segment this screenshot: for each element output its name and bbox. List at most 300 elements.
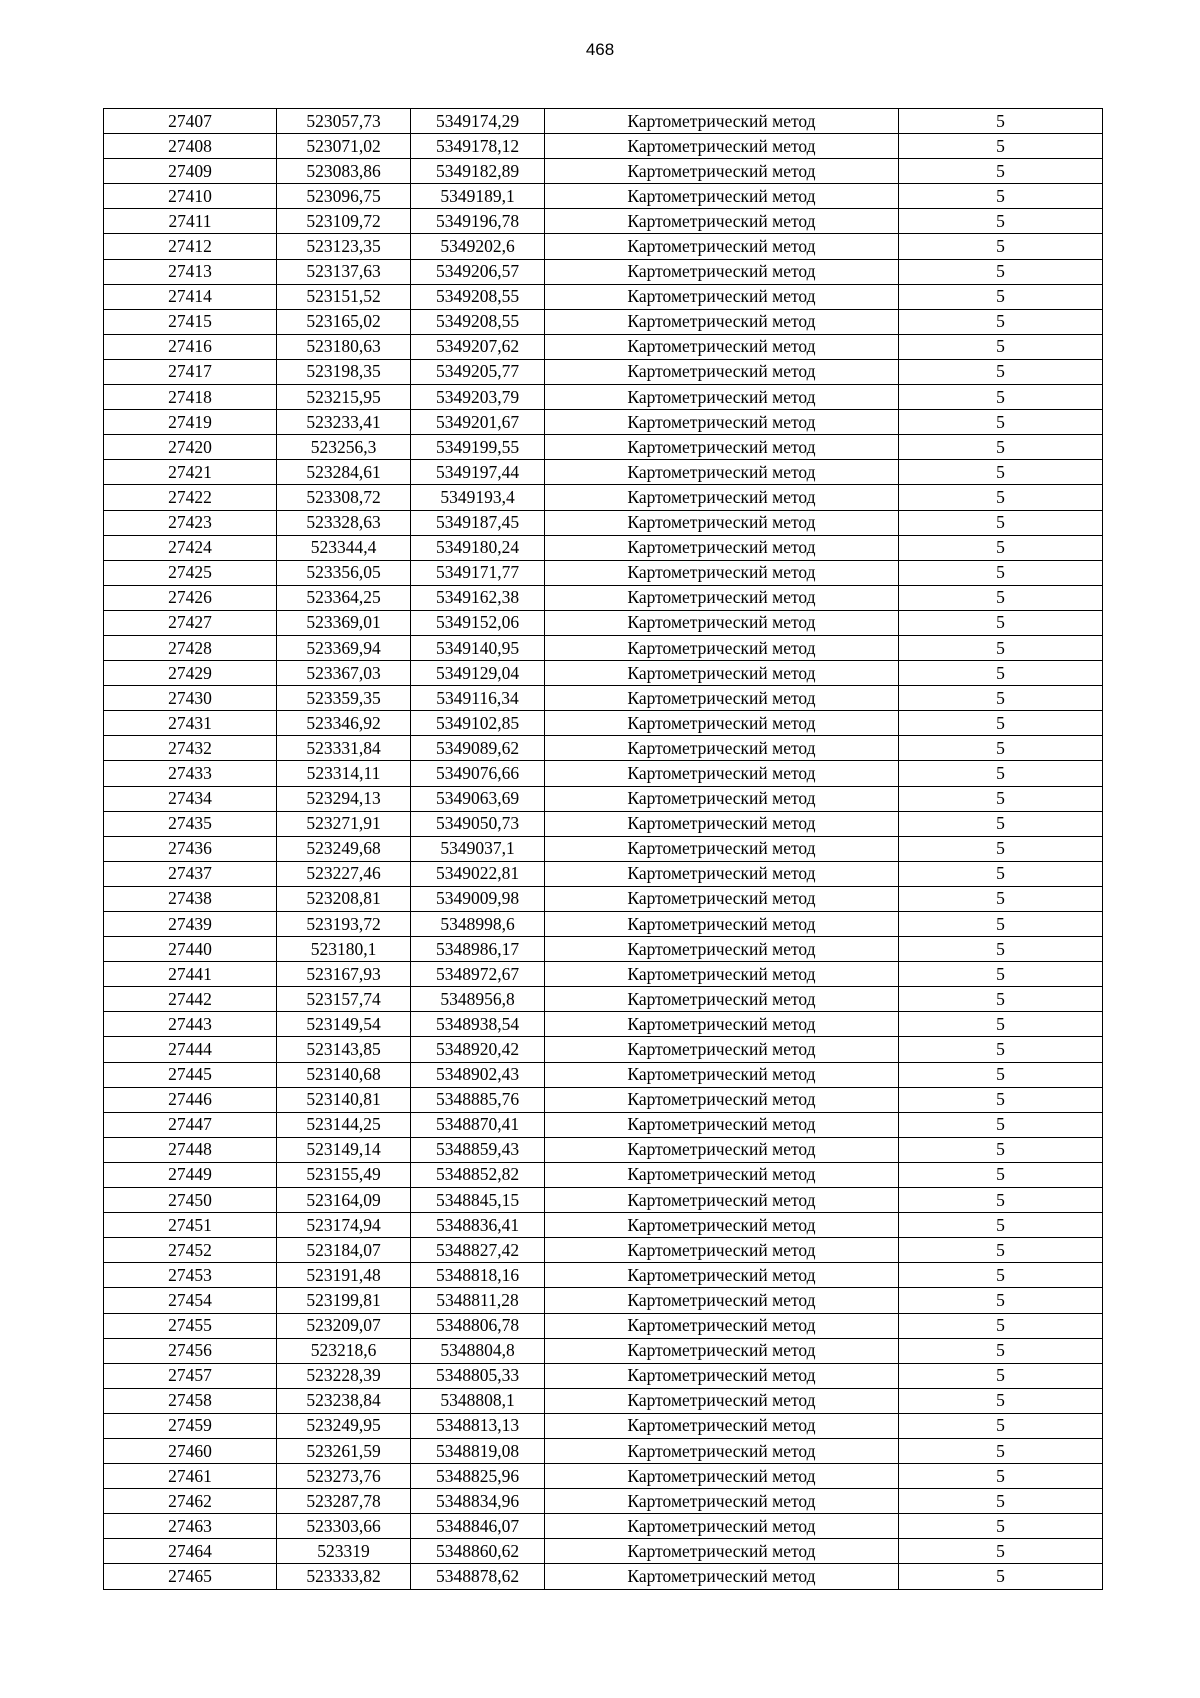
accuracy-cell: 5 — [899, 209, 1103, 234]
method-cell: Картометрический метод — [545, 1313, 899, 1338]
y-coordinate-cell: 5349152,06 — [411, 610, 545, 635]
table-row — [104, 1363, 1103, 1388]
point-number-cell: 27436 — [104, 836, 277, 861]
x-coordinate-cell: 523331,84 — [277, 736, 411, 761]
accuracy-cell: 5 — [899, 937, 1103, 962]
accuracy-cell: 5 — [899, 886, 1103, 911]
method-cell: Картометрический метод — [545, 535, 899, 560]
accuracy-cell: 5 — [899, 1363, 1103, 1388]
accuracy-cell: 5 — [899, 1489, 1103, 1514]
table-row — [104, 761, 1103, 786]
method-cell: Картометрический метод — [545, 184, 899, 209]
table-row — [104, 1438, 1103, 1463]
accuracy-cell: 5 — [899, 410, 1103, 435]
point-number-cell: 27421 — [104, 460, 277, 485]
accuracy-cell: 5 — [899, 1464, 1103, 1489]
accuracy-cell: 5 — [899, 560, 1103, 585]
accuracy-cell: 5 — [899, 1288, 1103, 1313]
x-coordinate-cell: 523271,91 — [277, 811, 411, 836]
method-cell: Картометрический метод — [545, 761, 899, 786]
x-coordinate-cell: 523218,6 — [277, 1338, 411, 1363]
method-cell: Картометрический метод — [545, 485, 899, 510]
x-coordinate-cell: 523151,52 — [277, 284, 411, 309]
y-coordinate-cell: 5348818,16 — [411, 1263, 545, 1288]
method-cell: Картометрический метод — [545, 334, 899, 359]
y-coordinate-cell: 5349178,12 — [411, 134, 545, 159]
point-number-cell: 27441 — [104, 962, 277, 987]
x-coordinate-cell: 523314,11 — [277, 761, 411, 786]
method-cell: Картометрический метод — [545, 1213, 899, 1238]
x-coordinate-cell: 523149,14 — [277, 1137, 411, 1162]
accuracy-cell: 5 — [899, 309, 1103, 334]
y-coordinate-cell: 5349208,55 — [411, 284, 545, 309]
table-row — [104, 159, 1103, 184]
point-number-cell: 27426 — [104, 585, 277, 610]
y-coordinate-cell: 5349174,29 — [411, 109, 545, 134]
accuracy-cell: 5 — [899, 334, 1103, 359]
table-row — [104, 736, 1103, 761]
table-row — [104, 836, 1103, 861]
accuracy-cell: 5 — [899, 385, 1103, 410]
accuracy-cell: 5 — [899, 184, 1103, 209]
accuracy-cell: 5 — [899, 1087, 1103, 1112]
table-row — [104, 1514, 1103, 1539]
y-coordinate-cell: 5349207,62 — [411, 334, 545, 359]
y-coordinate-cell: 5349196,78 — [411, 209, 545, 234]
x-coordinate-cell: 523174,94 — [277, 1213, 411, 1238]
point-number-cell: 27450 — [104, 1188, 277, 1213]
point-number-cell: 27437 — [104, 861, 277, 886]
x-coordinate-cell: 523057,73 — [277, 109, 411, 134]
method-cell: Картометрический метод — [545, 1062, 899, 1087]
point-number-cell: 27431 — [104, 711, 277, 736]
method-cell: Картометрический метод — [545, 786, 899, 811]
accuracy-cell: 5 — [899, 1037, 1103, 1062]
table-row — [104, 1137, 1103, 1162]
table-row — [104, 987, 1103, 1012]
table-row — [104, 1263, 1103, 1288]
y-coordinate-cell: 5349116,34 — [411, 686, 545, 711]
y-coordinate-cell: 5349193,4 — [411, 485, 545, 510]
table-row — [104, 711, 1103, 736]
y-coordinate-cell: 5348827,42 — [411, 1238, 545, 1263]
method-cell: Картометрический метод — [545, 1238, 899, 1263]
table-row — [104, 1188, 1103, 1213]
y-coordinate-cell: 5348808,1 — [411, 1388, 545, 1413]
y-coordinate-cell: 5349129,04 — [411, 661, 545, 686]
y-coordinate-cell: 5349063,69 — [411, 786, 545, 811]
method-cell: Картометрический метод — [545, 1464, 899, 1489]
method-cell: Картометрический метод — [545, 686, 899, 711]
accuracy-cell: 5 — [899, 1188, 1103, 1213]
x-coordinate-cell: 523228,39 — [277, 1363, 411, 1388]
point-number-cell: 27460 — [104, 1438, 277, 1463]
accuracy-cell: 5 — [899, 987, 1103, 1012]
table-row — [104, 1288, 1103, 1313]
y-coordinate-cell: 5349187,45 — [411, 510, 545, 535]
table-row — [104, 1037, 1103, 1062]
point-number-cell: 27454 — [104, 1288, 277, 1313]
y-coordinate-cell: 5348805,33 — [411, 1363, 545, 1388]
method-cell: Картометрический метод — [545, 1489, 899, 1514]
x-coordinate-cell: 523233,41 — [277, 410, 411, 435]
point-number-cell: 27458 — [104, 1388, 277, 1413]
table-row — [104, 234, 1103, 259]
y-coordinate-cell: 5349201,67 — [411, 410, 545, 435]
accuracy-cell: 5 — [899, 1564, 1103, 1589]
table-row — [104, 109, 1103, 134]
table-row — [104, 435, 1103, 460]
point-number-cell: 27411 — [104, 209, 277, 234]
y-coordinate-cell: 5348846,07 — [411, 1514, 545, 1539]
method-cell: Картометрический метод — [545, 811, 899, 836]
method-cell: Картометрический метод — [545, 435, 899, 460]
accuracy-cell: 5 — [899, 661, 1103, 686]
accuracy-cell: 5 — [899, 736, 1103, 761]
table-row — [104, 209, 1103, 234]
method-cell: Картометрический метод — [545, 359, 899, 384]
y-coordinate-cell: 5348986,17 — [411, 937, 545, 962]
y-coordinate-cell: 5348956,8 — [411, 987, 545, 1012]
x-coordinate-cell: 523191,48 — [277, 1263, 411, 1288]
y-coordinate-cell: 5349189,1 — [411, 184, 545, 209]
table-row — [104, 1338, 1103, 1363]
method-cell: Картометрический метод — [545, 886, 899, 911]
accuracy-cell: 5 — [899, 1238, 1103, 1263]
method-cell: Картометрический метод — [545, 1413, 899, 1438]
method-cell: Картометрический метод — [545, 1037, 899, 1062]
point-number-cell: 27447 — [104, 1112, 277, 1137]
accuracy-cell: 5 — [899, 1413, 1103, 1438]
x-coordinate-cell: 523123,35 — [277, 234, 411, 259]
table-row — [104, 385, 1103, 410]
x-coordinate-cell: 523164,09 — [277, 1188, 411, 1213]
table-row — [104, 585, 1103, 610]
y-coordinate-cell: 5349199,55 — [411, 435, 545, 460]
point-number-cell: 27453 — [104, 1263, 277, 1288]
x-coordinate-cell: 523369,94 — [277, 635, 411, 660]
accuracy-cell: 5 — [899, 109, 1103, 134]
point-number-cell: 27427 — [104, 610, 277, 635]
coordinates-table-body — [104, 109, 1103, 1590]
accuracy-cell: 5 — [899, 460, 1103, 485]
accuracy-cell: 5 — [899, 610, 1103, 635]
table-row — [104, 510, 1103, 535]
accuracy-cell: 5 — [899, 1213, 1103, 1238]
x-coordinate-cell: 523083,86 — [277, 159, 411, 184]
point-number-cell: 27425 — [104, 560, 277, 585]
x-coordinate-cell: 523303,66 — [277, 1514, 411, 1539]
point-number-cell: 27409 — [104, 159, 277, 184]
y-coordinate-cell: 5348806,78 — [411, 1313, 545, 1338]
y-coordinate-cell: 5348885,76 — [411, 1087, 545, 1112]
point-number-cell: 27438 — [104, 886, 277, 911]
point-number-cell: 27417 — [104, 359, 277, 384]
y-coordinate-cell: 5348852,82 — [411, 1162, 545, 1187]
point-number-cell: 27442 — [104, 987, 277, 1012]
point-number-cell: 27439 — [104, 912, 277, 937]
method-cell: Картометрический метод — [545, 661, 899, 686]
y-coordinate-cell: 5349197,44 — [411, 460, 545, 485]
x-coordinate-cell: 523184,07 — [277, 1238, 411, 1263]
method-cell: Картометрический метод — [545, 1188, 899, 1213]
method-cell: Картометрический метод — [545, 1388, 899, 1413]
y-coordinate-cell: 5348845,15 — [411, 1188, 545, 1213]
accuracy-cell: 5 — [899, 786, 1103, 811]
method-cell: Картометрический метод — [545, 1012, 899, 1037]
table-row — [104, 1413, 1103, 1438]
y-coordinate-cell: 5349208,55 — [411, 309, 545, 334]
accuracy-cell: 5 — [899, 159, 1103, 184]
method-cell: Картометрический метод — [545, 1288, 899, 1313]
accuracy-cell: 5 — [899, 811, 1103, 836]
accuracy-cell: 5 — [899, 962, 1103, 987]
table-row — [104, 1062, 1103, 1087]
x-coordinate-cell: 523356,05 — [277, 560, 411, 585]
table-row — [104, 1564, 1103, 1589]
accuracy-cell: 5 — [899, 1514, 1103, 1539]
table-row — [104, 1238, 1103, 1263]
accuracy-cell: 5 — [899, 1388, 1103, 1413]
x-coordinate-cell: 523157,74 — [277, 987, 411, 1012]
point-number-cell: 27455 — [104, 1313, 277, 1338]
point-number-cell: 27422 — [104, 485, 277, 510]
x-coordinate-cell: 523167,93 — [277, 962, 411, 987]
table-row — [104, 811, 1103, 836]
accuracy-cell: 5 — [899, 1438, 1103, 1463]
x-coordinate-cell: 523238,84 — [277, 1388, 411, 1413]
point-number-cell: 27465 — [104, 1564, 277, 1589]
point-number-cell: 27408 — [104, 134, 277, 159]
method-cell: Картометрический метод — [545, 560, 899, 585]
x-coordinate-cell: 523328,63 — [277, 510, 411, 535]
coordinates-table — [103, 108, 1103, 1590]
table-row — [104, 485, 1103, 510]
x-coordinate-cell: 523359,35 — [277, 686, 411, 711]
table-row — [104, 786, 1103, 811]
method-cell: Картометрический метод — [545, 836, 899, 861]
table-row — [104, 937, 1103, 962]
x-coordinate-cell: 523137,63 — [277, 259, 411, 284]
x-coordinate-cell: 523369,01 — [277, 610, 411, 635]
point-number-cell: 27420 — [104, 435, 277, 460]
accuracy-cell: 5 — [899, 485, 1103, 510]
table-row — [104, 535, 1103, 560]
method-cell: Картометрический метод — [545, 1564, 899, 1589]
y-coordinate-cell: 5349037,1 — [411, 836, 545, 861]
accuracy-cell: 5 — [899, 686, 1103, 711]
y-coordinate-cell: 5349089,62 — [411, 736, 545, 761]
x-coordinate-cell: 523261,59 — [277, 1438, 411, 1463]
point-number-cell: 27410 — [104, 184, 277, 209]
x-coordinate-cell: 523249,68 — [277, 836, 411, 861]
x-coordinate-cell: 523273,76 — [277, 1464, 411, 1489]
x-coordinate-cell: 523367,03 — [277, 661, 411, 686]
x-coordinate-cell: 523143,85 — [277, 1037, 411, 1062]
method-cell: Картометрический метод — [545, 410, 899, 435]
y-coordinate-cell: 5348813,13 — [411, 1413, 545, 1438]
table-row — [104, 1388, 1103, 1413]
table-row — [104, 359, 1103, 384]
method-cell: Картометрический метод — [545, 1263, 899, 1288]
x-coordinate-cell: 523294,13 — [277, 786, 411, 811]
point-number-cell: 27423 — [104, 510, 277, 535]
accuracy-cell: 5 — [899, 585, 1103, 610]
accuracy-cell: 5 — [899, 259, 1103, 284]
x-coordinate-cell: 523199,81 — [277, 1288, 411, 1313]
table-row — [104, 686, 1103, 711]
accuracy-cell: 5 — [899, 535, 1103, 560]
method-cell: Картометрический метод — [545, 736, 899, 761]
point-number-cell: 27449 — [104, 1162, 277, 1187]
point-number-cell: 27424 — [104, 535, 277, 560]
point-number-cell: 27428 — [104, 635, 277, 660]
accuracy-cell: 5 — [899, 761, 1103, 786]
point-number-cell: 27461 — [104, 1464, 277, 1489]
table-row — [104, 1087, 1103, 1112]
x-coordinate-cell: 523071,02 — [277, 134, 411, 159]
x-coordinate-cell: 523149,54 — [277, 1012, 411, 1037]
y-coordinate-cell: 5349140,95 — [411, 635, 545, 660]
method-cell: Картометрический метод — [545, 284, 899, 309]
method-cell: Картометрический метод — [545, 134, 899, 159]
x-coordinate-cell: 523256,3 — [277, 435, 411, 460]
accuracy-cell: 5 — [899, 359, 1103, 384]
y-coordinate-cell: 5348811,28 — [411, 1288, 545, 1313]
table-row — [104, 1313, 1103, 1338]
accuracy-cell: 5 — [899, 134, 1103, 159]
y-coordinate-cell: 5348834,96 — [411, 1489, 545, 1514]
table-row — [104, 861, 1103, 886]
y-coordinate-cell: 5349205,77 — [411, 359, 545, 384]
table-row — [104, 410, 1103, 435]
accuracy-cell: 5 — [899, 1012, 1103, 1037]
method-cell: Картометрический метод — [545, 987, 899, 1012]
point-number-cell: 27462 — [104, 1489, 277, 1514]
x-coordinate-cell: 523144,25 — [277, 1112, 411, 1137]
x-coordinate-cell: 523180,1 — [277, 937, 411, 962]
y-coordinate-cell: 5349203,79 — [411, 385, 545, 410]
method-cell: Картометрический метод — [545, 1162, 899, 1187]
x-coordinate-cell: 523215,95 — [277, 385, 411, 410]
point-number-cell: 27445 — [104, 1062, 277, 1087]
table-row — [104, 610, 1103, 635]
table-row — [104, 134, 1103, 159]
y-coordinate-cell: 5348825,96 — [411, 1464, 545, 1489]
x-coordinate-cell: 523346,92 — [277, 711, 411, 736]
x-coordinate-cell: 523344,4 — [277, 535, 411, 560]
point-number-cell: 27435 — [104, 811, 277, 836]
accuracy-cell: 5 — [899, 1539, 1103, 1564]
point-number-cell: 27451 — [104, 1213, 277, 1238]
y-coordinate-cell: 5349206,57 — [411, 259, 545, 284]
page-number: 468 — [585, 40, 615, 59]
accuracy-cell: 5 — [899, 510, 1103, 535]
table-row — [104, 1464, 1103, 1489]
accuracy-cell: 5 — [899, 1062, 1103, 1087]
accuracy-cell: 5 — [899, 1263, 1103, 1288]
y-coordinate-cell: 5348998,6 — [411, 912, 545, 937]
method-cell: Картометрический метод — [545, 585, 899, 610]
method-cell: Картометрический метод — [545, 610, 899, 635]
accuracy-cell: 5 — [899, 1313, 1103, 1338]
table-row — [104, 334, 1103, 359]
method-cell: Картометрический метод — [545, 109, 899, 134]
method-cell: Картометрический метод — [545, 209, 899, 234]
method-cell: Картометрический метод — [545, 385, 899, 410]
y-coordinate-cell: 5349076,66 — [411, 761, 545, 786]
table-row — [104, 560, 1103, 585]
point-number-cell: 27446 — [104, 1087, 277, 1112]
x-coordinate-cell: 523284,61 — [277, 460, 411, 485]
table-row — [104, 962, 1103, 987]
y-coordinate-cell: 5348804,8 — [411, 1338, 545, 1363]
table-row — [104, 1112, 1103, 1137]
accuracy-cell: 5 — [899, 1338, 1103, 1363]
method-cell: Картометрический метод — [545, 1338, 899, 1363]
x-coordinate-cell: 523227,46 — [277, 861, 411, 886]
method-cell: Картометрический метод — [545, 159, 899, 184]
point-number-cell: 27433 — [104, 761, 277, 786]
method-cell: Картометрический метод — [545, 711, 899, 736]
point-number-cell: 27452 — [104, 1238, 277, 1263]
table-row — [104, 886, 1103, 911]
method-cell: Картометрический метод — [545, 912, 899, 937]
method-cell: Картометрический метод — [545, 234, 899, 259]
y-coordinate-cell: 5349180,24 — [411, 535, 545, 560]
accuracy-cell: 5 — [899, 1112, 1103, 1137]
method-cell: Картометрический метод — [545, 937, 899, 962]
point-number-cell: 27413 — [104, 259, 277, 284]
point-number-cell: 27416 — [104, 334, 277, 359]
point-number-cell: 27407 — [104, 109, 277, 134]
y-coordinate-cell: 5348859,43 — [411, 1137, 545, 1162]
method-cell: Картометрический метод — [545, 259, 899, 284]
table-row — [104, 259, 1103, 284]
point-number-cell: 27457 — [104, 1363, 277, 1388]
y-coordinate-cell: 5349050,73 — [411, 811, 545, 836]
point-number-cell: 27443 — [104, 1012, 277, 1037]
table-row — [104, 1012, 1103, 1037]
accuracy-cell: 5 — [899, 912, 1103, 937]
y-coordinate-cell: 5348860,62 — [411, 1539, 545, 1564]
x-coordinate-cell: 523333,82 — [277, 1564, 411, 1589]
point-number-cell: 27463 — [104, 1514, 277, 1539]
table-row — [104, 309, 1103, 334]
table-row — [104, 912, 1103, 937]
method-cell: Картометрический метод — [545, 635, 899, 660]
y-coordinate-cell: 5349202,6 — [411, 234, 545, 259]
point-number-cell: 27415 — [104, 309, 277, 334]
point-number-cell: 27429 — [104, 661, 277, 686]
y-coordinate-cell: 5348836,41 — [411, 1213, 545, 1238]
table-row — [104, 460, 1103, 485]
point-number-cell: 27459 — [104, 1413, 277, 1438]
point-number-cell: 27440 — [104, 937, 277, 962]
y-coordinate-cell: 5348878,62 — [411, 1564, 545, 1589]
point-number-cell: 27419 — [104, 410, 277, 435]
method-cell: Картометрический метод — [545, 460, 899, 485]
y-coordinate-cell: 5348938,54 — [411, 1012, 545, 1037]
table-row — [104, 184, 1103, 209]
point-number-cell: 27418 — [104, 385, 277, 410]
accuracy-cell: 5 — [899, 836, 1103, 861]
x-coordinate-cell: 523165,02 — [277, 309, 411, 334]
method-cell: Картометрический метод — [545, 861, 899, 886]
accuracy-cell: 5 — [899, 435, 1103, 460]
accuracy-cell: 5 — [899, 1162, 1103, 1187]
table-row — [104, 284, 1103, 309]
